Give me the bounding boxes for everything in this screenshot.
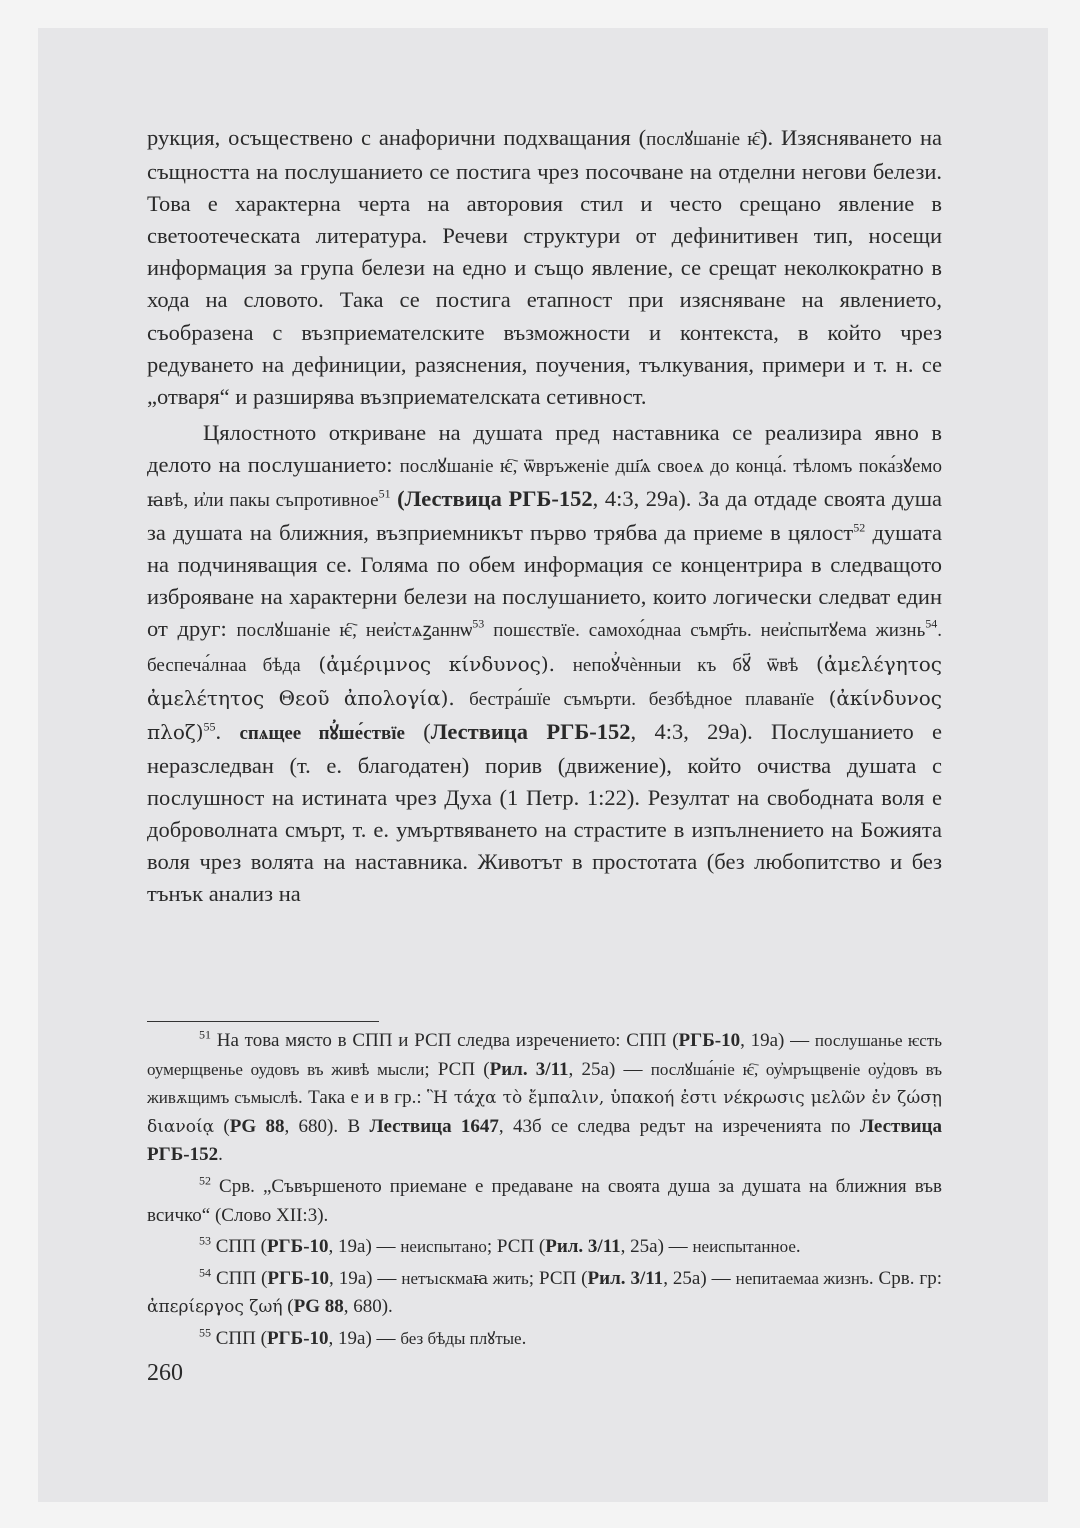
text-run: . xyxy=(215,718,240,744)
text-run: душата на подчиняващия се. Голяма по обем информация се концентрира в следващото изброяване на характерни белези на послушанието, които логически следват един от друг: xyxy=(147,520,942,642)
text-run: , 19а) — xyxy=(328,1236,401,1258)
text-run: . xyxy=(795,1236,801,1258)
church-slavonic-quote: . беспеча́лнаа бѣда xyxy=(147,620,942,676)
source-citation: Рил. 3/11 xyxy=(587,1267,664,1289)
text-run: Цялостното откриване на душата пред наставника се реализира явно в делото на послушанието: xyxy=(147,419,942,477)
source-citation: Лествица РГБ-152 xyxy=(430,718,631,744)
greek-quote: (ἀκίνδυνος πλοζ) xyxy=(147,685,942,744)
church-slavonic-quote: пошєствїе. самохо́днаа съмр҃ть. неи҆спытꙋема жизнь xyxy=(484,620,926,642)
footnote-ref-55: 55 xyxy=(203,719,216,734)
source-citation: Лествица 1647 xyxy=(369,1115,499,1137)
church-slavonic-quote: послꙋша́ніе ѥ҇, оу҆мръщвеніе оу҆довъ въ живѫщимъ съмыслѣ xyxy=(147,1059,942,1108)
paragraph-2 xyxy=(147,417,942,910)
text-run: , 19а) — xyxy=(328,1267,402,1289)
church-slavonic-quote: непоꙋ҆чѐнныи къ бꙋ҃ ѿвѣ xyxy=(572,654,799,676)
text-run: СПП ( xyxy=(211,1267,268,1289)
footnote-number: 52 xyxy=(199,1173,211,1188)
church-slavonic-quote: послушанье ѥсть оумерщвенье оудовъ въ живѣ мысли xyxy=(147,1031,942,1079)
source-citation: РГБ-10 xyxy=(266,1236,329,1258)
text-run: Срв. „Съвършеното приемане е предаване на своята душа за душата на ближния във всичко“ (Слово XII:3). xyxy=(147,1175,942,1226)
text-run: ). Изясняването на същността на послушанието се постига чрез посочване на отделни негови белези. Това е характерна черта на авторовия стил и често срещано явление в светоотеческата литература. Речеви структури от дефинитивен тип, носещи информация за група белези на едно и също явление, се срещат неколкократно в хода на словото. Така се постига етапност при изясняване на явлението, съобразена с възприемателските възможности и контекста, в който чрез редуването на дефиниции, разяснения, поучения, тълкувания, примери и т. н. се „отваря“ и разширява възприемателската сетивност. xyxy=(147,125,942,409)
footnote-ref-54: 54 xyxy=(925,616,938,631)
footnote-number: 55 xyxy=(199,1325,211,1340)
text-run: , 43б се следва редът на изреченията по xyxy=(498,1115,860,1137)
source-citation: Лествица РГБ-152 xyxy=(147,1115,942,1166)
greek-quote: ἀπερίεργος ζωή xyxy=(147,1297,283,1318)
church-slavonic-quote: без бѣды плꙋтые xyxy=(400,1328,522,1348)
source-citation: PG 88 xyxy=(229,1115,285,1137)
footnote-55 xyxy=(147,1325,942,1354)
footnote-ref-52: 52 xyxy=(853,520,866,535)
footnotes xyxy=(147,1027,942,1354)
text-run: , 19а) — xyxy=(328,1327,401,1349)
footnote-52 xyxy=(147,1173,942,1230)
church-slavonic-quote: бестра́шїе съмърти. безбѣдное плаванїе xyxy=(469,688,815,710)
footnote-ref-51: 51 xyxy=(378,486,391,501)
text-run: . xyxy=(218,1144,223,1166)
text-run: . Така е и в гр.: xyxy=(298,1087,428,1109)
source-citation: РГБ-10 xyxy=(266,1327,329,1349)
text-run: , 25а) — xyxy=(620,1236,693,1258)
page-number: 260 xyxy=(147,1360,183,1386)
text-run: , 4:3, 29а). Послушанието е неразследван (т. е. благодатен) порив (движение), който очиства душата с послушност на истината чрез Духа (1 Петр. 1:22). Резултат на свободната воля е доброволната смърт, т. е. умъртвяването на страстите в изпълнението на Божията воля чрез волята на наставника. Животът в простотата (без любопитство и без тънък анализ на xyxy=(147,718,943,907)
church-slavonic-quote: послꙋшаніе ѥ҇ xyxy=(646,129,760,150)
footnote-number: 54 xyxy=(199,1265,211,1280)
footnote-53 xyxy=(147,1233,942,1262)
church-slavonic-quote: спѧщее пꙋ҆ше́ствїе xyxy=(239,722,405,744)
source-citation: (Лествица РГБ-152 xyxy=(390,486,593,512)
source-citation: РГБ-10 xyxy=(678,1030,741,1051)
church-slavonic-quote: неиспытанное xyxy=(692,1237,796,1257)
greek-quote: (ἀμελέγητος ἀμελέτητος Θεοῦ ἀπολογία). xyxy=(147,651,942,710)
footnote-54 xyxy=(147,1265,942,1322)
text-run: На това място в СПП и РСП следва изречението: СПП ( xyxy=(211,1030,679,1051)
footnote-51 xyxy=(147,1027,942,1170)
text-run: , 680). xyxy=(343,1296,393,1318)
paragraph-1 xyxy=(147,122,942,413)
text-run: . xyxy=(521,1327,527,1349)
greek-quote: Ἣ τάχα τὸ ἔμπαλιν, ὑπακοή ἐστι νέκρωσις μελῶν ἐν ζώσῃ διανοίᾳ xyxy=(147,1088,942,1137)
source-citation: PG 88 xyxy=(293,1296,344,1318)
text-run: СПП ( xyxy=(211,1236,267,1258)
text-run: СПП ( xyxy=(211,1327,267,1349)
text-run: , 25а) — xyxy=(663,1267,736,1289)
text-run: . Срв. гр: xyxy=(868,1267,942,1289)
church-slavonic-quote: непитаемаа жизнъ xyxy=(735,1268,869,1288)
text-run: ; РСП ( xyxy=(486,1236,546,1258)
text-run: , 25а) — xyxy=(568,1058,651,1080)
text-run: , 680). В xyxy=(284,1115,370,1137)
church-slavonic-quote: послꙋшаніе ѥ҇, неи҆стѧꙁаннѡ xyxy=(236,620,473,642)
footnote-ref-53: 53 xyxy=(472,616,485,631)
text-run: ( xyxy=(404,718,431,744)
main-text xyxy=(147,122,942,910)
church-slavonic-quote: послꙋшаніе ѥ҇, ѿвръженіе дш҃ѧ своеѧ до конца́. тѣломъ пока́зꙋемо ꙗвѣ, и҆ли пакы съпротивное xyxy=(147,455,942,512)
text-run: ; РСП ( xyxy=(424,1058,490,1080)
source-citation: Рил. 3/11 xyxy=(545,1236,621,1258)
source-citation: Рил. 3/11 xyxy=(489,1058,569,1080)
text-run: рукция, осъществено с анафорични подхващания ( xyxy=(147,125,647,150)
footnote-number: 51 xyxy=(199,1027,211,1042)
greek-quote: (ἀμέριμνος κίνδυνος). xyxy=(300,651,573,676)
text-run: , 4:3, 29а). За да отдаде своята душа за душата на ближния, възприемникът първо трябва да приеме в цялост xyxy=(147,486,943,546)
church-slavonic-quote: нетъıскмаꙗ жить xyxy=(401,1268,529,1288)
footnote-number: 53 xyxy=(199,1233,211,1248)
footnote-divider xyxy=(147,1021,379,1022)
source-citation: РГБ-10 xyxy=(267,1267,329,1289)
text-run: ; РСП ( xyxy=(528,1267,588,1289)
text-run: , 19а) — xyxy=(740,1030,815,1051)
text-run: ( xyxy=(214,1115,230,1137)
text-run: ( xyxy=(282,1296,294,1318)
church-slavonic-quote: неиспытано xyxy=(400,1237,487,1257)
